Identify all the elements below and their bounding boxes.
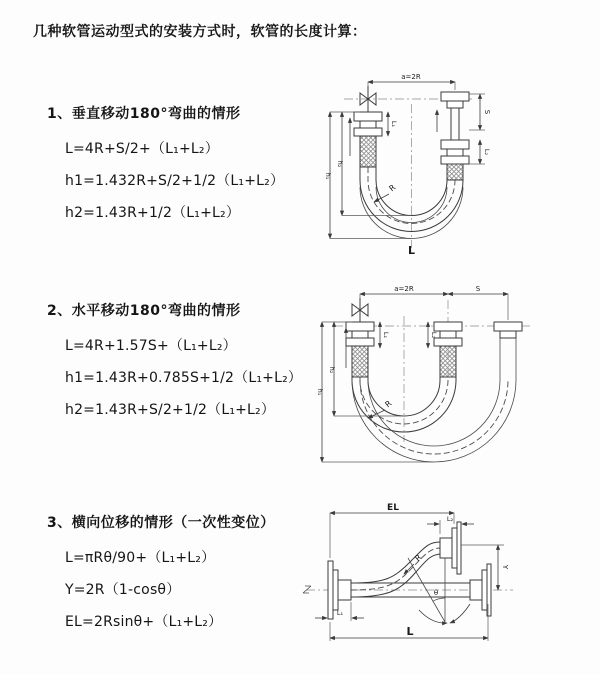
flange-fitting-upper [440, 522, 461, 574]
dim-label-l2: L₂ [446, 515, 454, 523]
section-2-heading: 2、水平移动180°弯曲的情形 [47, 303, 241, 319]
flange-fitting-left [354, 112, 382, 136]
dim-label-y: Y [501, 564, 509, 570]
braided-hose-left [352, 346, 368, 377]
dim-label-l2: L₂ [483, 148, 491, 156]
dimension-s [448, 285, 508, 320]
dim-label-h2: h₂ [336, 160, 344, 168]
dimension-l2 [427, 515, 474, 534]
braided-hose-middle [440, 346, 456, 377]
angle-label-theta: θ [433, 589, 439, 597]
braided-hose-right [447, 164, 463, 180]
braided-hose-left [360, 136, 376, 167]
dim-label-r: R [413, 552, 424, 564]
dim-label-a2r: a=2R [401, 73, 421, 81]
flange-fitting-right-top [441, 92, 469, 140]
dim-label-a2r: a=2R [394, 285, 414, 293]
hose-u-bend-moved-position [352, 380, 516, 462]
valve-icon [352, 298, 368, 322]
dimension-a2r [368, 73, 455, 90]
dim-label-r: R [387, 182, 398, 194]
formula-el: EL=2Rsinθ+（L₁+L₂） [65, 614, 223, 630]
section-3-heading: 3、横向位移的情形（一次性变位） [47, 515, 275, 531]
dim-label-l2: L₂ [430, 331, 438, 339]
dim-label-l: L [407, 244, 416, 257]
flange-fitting-right-lower [441, 140, 469, 164]
dim-label-l: L [406, 625, 414, 638]
dimension-l [330, 604, 488, 641]
page-title: 几种软管运动型式的安装方式时，软管的长度计算： [33, 24, 367, 40]
formula-l: L=4R+S/2+（L₁+L₂） [65, 141, 219, 157]
dim-label-l1: L₁ [390, 120, 398, 128]
dim-label-s: S [483, 109, 491, 115]
formula-y: Y=2R（1-cosθ） [65, 582, 181, 598]
dim-label-l1: L₁ [382, 331, 390, 339]
formula-l: L=4R+1.57S+（L₁+L₂） [65, 338, 237, 354]
dim-label-h2: h₂ [328, 366, 336, 374]
dim-label-h1: h₁ [324, 172, 332, 180]
diagram-lateral-displacement [298, 500, 600, 652]
formula-h1: h1=1.432R+S/2+1/2（L₁+L₂） [65, 173, 285, 189]
dimension-el [330, 503, 454, 558]
formula-h2: h2=1.43R+S/2+1/2（L₁+L₂） [65, 402, 276, 418]
dimension-l1 [388, 112, 398, 136]
diagram-horizontal-180-bend [308, 282, 594, 466]
dimension-l2 [469, 140, 491, 164]
centerline-break-mark [303, 586, 311, 593]
radius-callout [404, 553, 424, 574]
flange-fitting-right [494, 322, 522, 380]
dim-label-s: S [475, 285, 481, 293]
dim-label-l1: L₁ [336, 609, 344, 617]
hose-displaced-position [351, 542, 442, 597]
formula-h2: h2=1.43R+1/2（L₁+L₂） [65, 205, 241, 221]
formula-l: L=πRθ/90+（L₁+L₂） [65, 550, 216, 566]
section-1-heading: 1、垂直移动180°弯曲的情形 [47, 106, 241, 122]
dimension-s [469, 94, 491, 130]
dim-label-el: EL [387, 503, 399, 513]
dimension-a2r [360, 285, 448, 300]
formula-h1: h1=1.43R+0.785S+1/2（L₁+L₂） [65, 370, 303, 386]
dim-label-r: R [383, 398, 394, 410]
dim-label-h1: h₁ [316, 388, 324, 396]
diagram-vertical-180-bend [310, 68, 588, 260]
flange-fitting-left [346, 322, 374, 346]
dimension-l1 [315, 602, 364, 621]
